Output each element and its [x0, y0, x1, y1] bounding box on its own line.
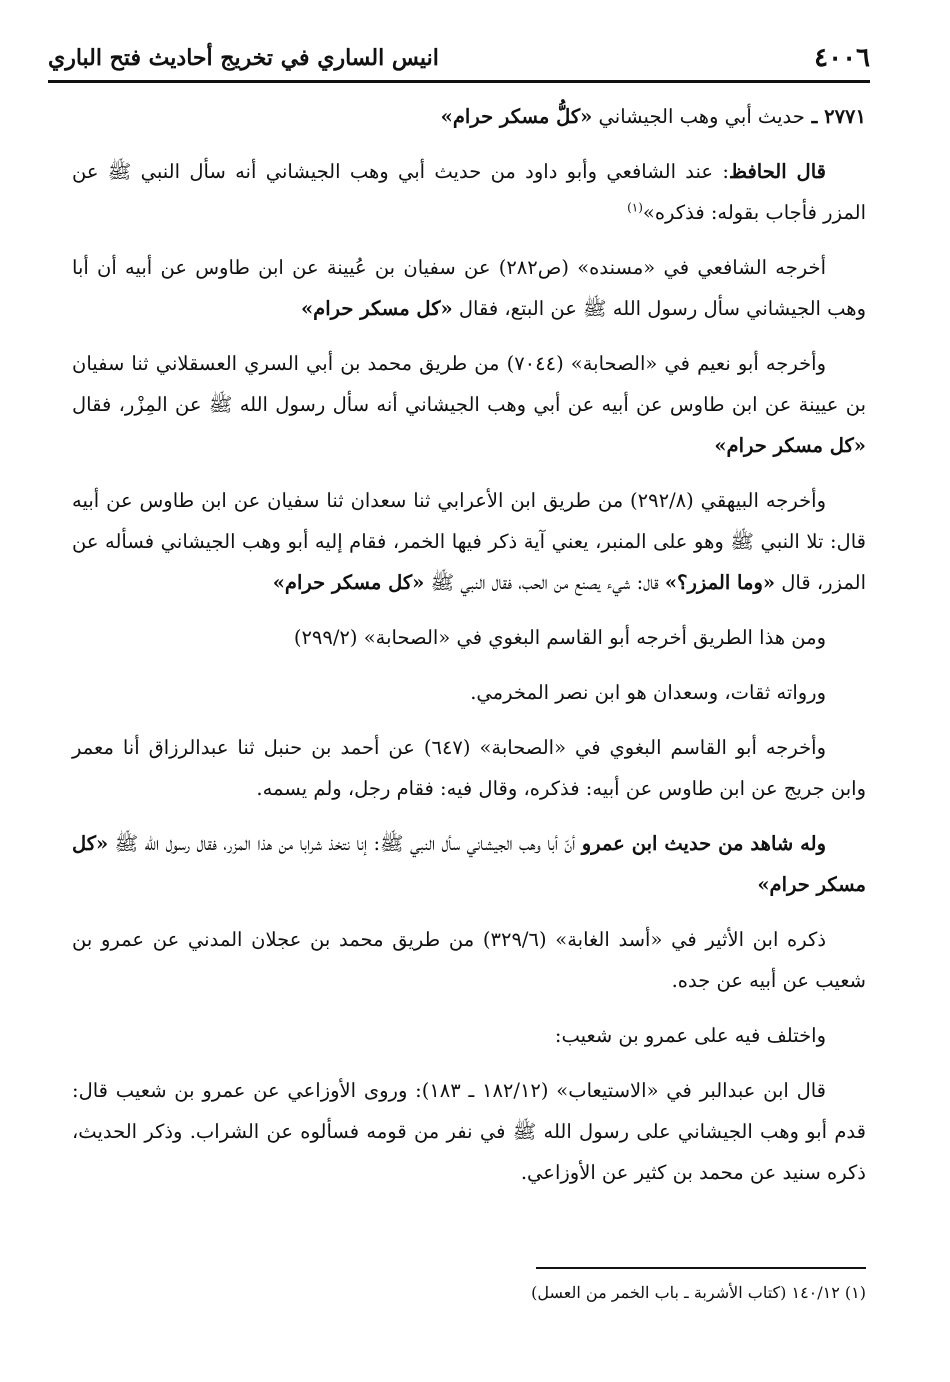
text-run: وله شاهد من حديث ابن عمرو — [581, 832, 826, 855]
footnote-marker: (١) — [627, 200, 643, 215]
paragraph-baghawi-1 — [72, 617, 866, 658]
footnote-divider — [536, 1267, 866, 1269]
text-run: قال الحافظ — [728, 160, 826, 183]
text-run: ورواته ثقات، وسعدان هو ابن نصر المخرمي. — [470, 681, 826, 704]
text-run: واختلف فيه على عمرو بن شعيب: — [554, 1024, 826, 1047]
text-run: : عند الشافعي وأبو داود من حديث أبي وهب الجيشاني أنه سأل النبي ﷺ عن المزر فأجاب بقوله: فذكره» — [72, 160, 866, 224]
text-run: «كل مسكر حرام» — [72, 832, 866, 896]
paragraph-bayhaqi — [72, 480, 866, 603]
running-title: انيس الساري في تخريج أحاديث فتح الباري — [48, 45, 439, 71]
text-run: حديث أبي وهب الجيشاني — [592, 105, 805, 128]
text-run: قال: شيء يصنع من الحب، فقال النبي ﷺ — [424, 571, 665, 594]
paragraph-ikhtilaf — [72, 1015, 866, 1056]
text-run: وأخرجه البيهقي (٢٩٢/٨) من طريق ابن الأعرابي ثنا سعدان ثنا سفيان عن ابن طاوس عن أبيه قال: تلا النبي ﷺ وهو على المنبر، يعني آية ذكر فيها الخمر، فقام إليه أبو وهب الجيشاني فسأله عن المزر، قال — [72, 489, 866, 594]
paragraph-shafii — [72, 247, 866, 329]
text-run: «كل مسكر حرام» — [272, 571, 425, 594]
text-run: «كل مسكر حرام» — [300, 297, 453, 320]
paragraph-abu-nuaym — [72, 343, 866, 466]
text-run: ومن هذا الطريق أخرجه أبو القاسم البغوي في «الصحابة» (٢٩٩/٢) — [293, 626, 826, 649]
text-run: ٢٧٧١ ـ — [804, 105, 866, 128]
text-run: وأخرجه أبو القاسم البغوي في «الصحابة» (٦٤٧) عن أحمد بن حنبل ثنا عبدالرزاق أنا معمر وابن جريج عن ابن طاوس عن أبيه: فذكره، وقال فيه: فقام رجل، ولم يسمه. — [72, 736, 866, 800]
page-header — [48, 36, 870, 83]
paragraph-narrators — [72, 672, 866, 713]
page-body — [72, 96, 866, 1207]
text-run: «كلُّ مسكر حرام» — [440, 105, 593, 128]
footnote: (١) ١٤٠/١٢ (كتاب الأشربة ـ باب الخمر من العسل) — [531, 1283, 866, 1302]
paragraph-ibn-abdulbarr — [72, 1070, 866, 1193]
paragraph-shahid — [72, 823, 866, 905]
page-number: ٤٠٠٦ — [814, 43, 870, 73]
paragraph-baghawi-2 — [72, 727, 866, 809]
text-run: «كل مسكر حرام» — [714, 434, 866, 457]
text-run: قال ابن عبدالبر في «الاستيعاب» (١٨٢/١٢ ـ ١٨٣): وروى الأوزاعي عن عمرو بن شعيب قال: قدم أبو وهب الجيشاني على رسول الله ﷺ في نفر من قومه فسألوه عن الشراب. وذكر الحديث، ذكره سنيد عن محمد بن كثير عن الأوزاعي. — [72, 1079, 866, 1184]
paragraph-hafiz-note — [72, 151, 866, 233]
paragraph-hadith-title — [72, 96, 866, 137]
text-run: وأخرجه أبو نعيم في «الصحابة» (٧٠٤٤) من طريق محمد بن أبي السري العسقلاني ثنا سفيان بن عيينة عن ابن طاوس عن أبيه عن أبي وهب الجيشاني أنه سأل رسول الله ﷺ عن المِزْر، فقال — [72, 352, 866, 416]
text-run: أنّ أبا وهب الجيشاني سأل النبي ﷺ: إنا نتخذ شرابا من هذا المزر، فقال رسول الله ﷺ — [108, 832, 582, 855]
text-run: ذكره ابن الأثير في «أسد الغابة» (٣٢٩/٦) من طريق محمد بن عجلان المدني عن عمرو بن شعيب عن أبيه عن جده. — [72, 928, 866, 992]
text-run: أخرجه الشافعي في «مسنده» (ص٢٨٢) عن سفيان بن عُيينة عن ابن طاوس عن أبيه أن أبا وهب الجيشاني سأل رسول الله ﷺ عن البتع، فقال — [72, 256, 866, 320]
paragraph-ibn-athir — [72, 919, 866, 1001]
text-run: «وما المزر؟» — [664, 571, 776, 594]
